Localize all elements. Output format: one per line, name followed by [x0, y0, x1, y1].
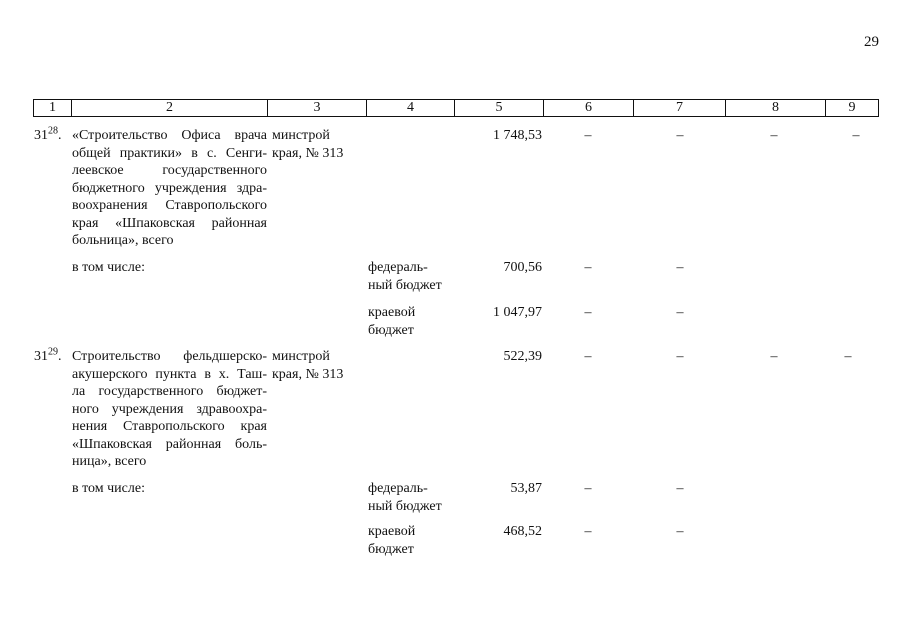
including-label: в том числе:	[72, 481, 145, 496]
source-line: бюджет	[368, 322, 414, 338]
row-number-superscript: 29	[48, 346, 58, 358]
source-value: 468,52	[503, 524, 542, 539]
row-total-value: 1 748,53	[493, 128, 542, 143]
row-total-value: 522,39	[503, 349, 542, 364]
description-line: леевское государственного	[72, 163, 267, 178]
description-line: ного учреждения здравоохра-	[72, 401, 267, 417]
description-line: «Строительство Офиса врача	[72, 128, 267, 143]
executor-line: края, № 313	[272, 145, 344, 161]
dash: –	[676, 524, 684, 539]
dash: –	[770, 349, 778, 364]
dash: –	[584, 260, 592, 275]
source-line: бюджет	[368, 541, 414, 557]
column-header: 8	[726, 100, 826, 116]
column-header: 1	[34, 100, 72, 116]
column-header: 3	[268, 100, 367, 116]
row-executor	[272, 127, 367, 162]
funding-source	[368, 480, 468, 515]
executor-line: минстрой	[272, 128, 330, 143]
description-line: ла государственного бюджет-	[72, 384, 267, 399]
dash: –	[676, 305, 684, 320]
description-line: Строительство фельдшерско-	[72, 349, 267, 364]
column-header: 5	[455, 100, 544, 116]
source-value: 700,56	[503, 260, 542, 275]
dash: –	[584, 481, 592, 496]
column-header: 4	[367, 100, 455, 116]
source-line: краевой	[368, 524, 416, 539]
executor-line: минстрой	[272, 349, 330, 364]
dash: –	[584, 305, 592, 320]
dash: –	[584, 349, 592, 364]
row-number: $31^{29}$.	[34, 346, 62, 364]
description-line: «Шпаковская районная боль-	[72, 436, 267, 452]
dash: –	[852, 128, 860, 143]
dash: –	[844, 349, 852, 364]
dash: –	[676, 128, 684, 143]
description-line: общей практики» в с. Сенги-	[72, 145, 267, 161]
description-line: воохранения Ставропольского	[72, 198, 267, 213]
dash: –	[584, 524, 592, 539]
row-number: $31^{28}$.	[34, 125, 62, 143]
dash: –	[770, 128, 778, 143]
source-line: краевой	[368, 305, 416, 320]
executor-line: края, № 313	[272, 366, 344, 382]
description-line: нения Ставропольского края	[72, 419, 267, 434]
description-line: акушерского пункта в х. Таш-	[72, 366, 267, 382]
source-line: федераль-	[368, 481, 428, 496]
column-header: 6	[544, 100, 634, 116]
description-line: ница», всего	[72, 454, 147, 469]
column-header: 2	[72, 100, 268, 116]
funding-source	[368, 259, 468, 294]
source-line: федераль-	[368, 260, 428, 275]
funding-source	[368, 523, 468, 558]
dash: –	[584, 128, 592, 143]
description-line: бюджетного учреждения здра-	[72, 180, 267, 196]
source-line: ный бюджет	[368, 498, 442, 514]
source-line: ный бюджет	[368, 277, 442, 293]
column-header: 7	[634, 100, 726, 116]
dash: –	[676, 349, 684, 364]
column-header: 9	[848, 100, 856, 115]
row-number-superscript: 28	[48, 125, 58, 137]
description-line: края «Шпаковская районная	[72, 215, 267, 231]
dash: –	[676, 260, 684, 275]
source-value: 53,87	[510, 481, 542, 496]
table-header	[33, 99, 879, 117]
page-number: 29	[864, 34, 879, 50]
dash: –	[676, 481, 684, 496]
including-label: в том числе:	[72, 260, 145, 275]
funding-source	[368, 304, 468, 339]
description-line: больница», всего	[72, 233, 174, 248]
row-description	[72, 127, 267, 250]
source-value: 1 047,97	[493, 305, 542, 320]
row-executor	[272, 348, 367, 383]
row-description	[72, 348, 267, 471]
